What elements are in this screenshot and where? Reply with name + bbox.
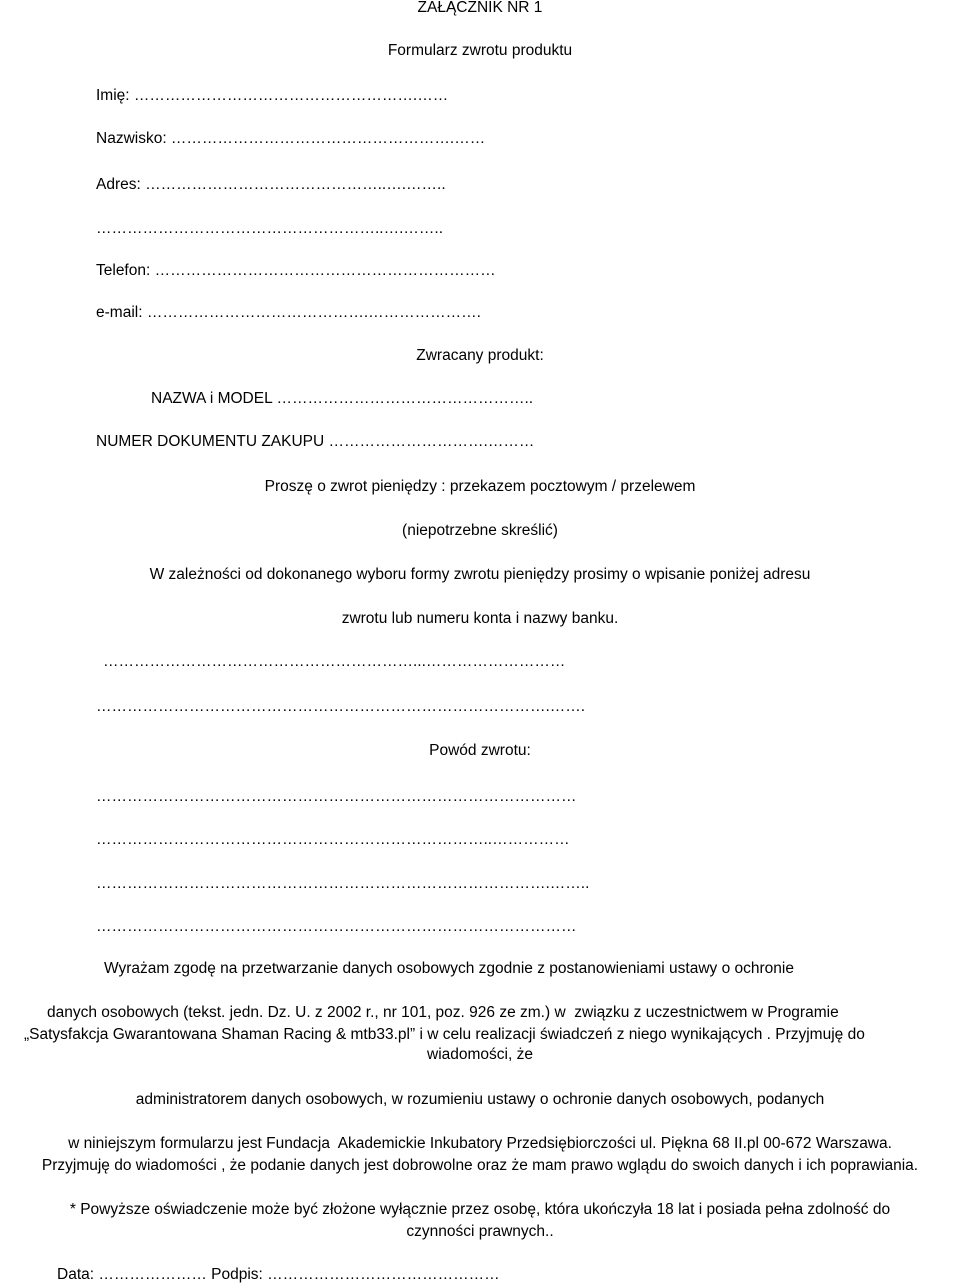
date-signature-line: Data: ………………… Podpis: ………………………………………: [57, 1266, 500, 1283]
phone-field: Telefon: …………………………………………………………: [96, 262, 496, 279]
returned-product-heading: Zwracany produkt:: [416, 347, 544, 364]
product-name-model-field: NAZWA i MODEL …………………………………………..: [151, 390, 534, 407]
foundation-address-line: w niniejszym formularzu jest Fundacja Akademickie Inkubatory Przedsiębiorczości ul. Piękna 68 II.pl 00-672 Warszawa.: [68, 1135, 892, 1152]
form-subtitle: Formularz zwrotu produktu: [387, 42, 573, 59]
refund-instruction-line-2: zwrotu lub numeru konta i nazwy banku.: [341, 610, 619, 627]
last-name-field: Nazwisko: ……………………………………………….……: [96, 130, 486, 147]
address-field: Adres: ………………………………………..….……..: [96, 176, 446, 193]
refund-details-line-2: …………………………………………………………………………….…….: [96, 698, 586, 715]
return-reason-line-1: …………………………………………………………………………………: [96, 788, 577, 805]
strike-unneeded-note: (niepotrzebne skreślić): [402, 522, 558, 539]
consent-line-3: „Satysfakcja Gwarantowana Shaman Racing & mtb33.pl” i w celu realizacji świadczeń z niego wynikających . Przyjmuję do: [24, 1026, 865, 1043]
footnote-line-2: czynności prawnych..: [406, 1223, 554, 1240]
return-reason-line-2: …………………………………………………………………..……………: [96, 831, 570, 848]
refund-method-line: Proszę o zwrot pieniędzy : przekazem pocztowym / przelewem: [264, 478, 696, 495]
address-continuation-line: ………………………………………………..….……..: [96, 220, 444, 237]
voluntary-data-line: Przyjmuję do wiadomości , że podanie danych jest dobrowolne oraz że mam prawo wglądu do swoich danych i ich poprawiania.: [41, 1157, 919, 1174]
return-reason-line-4: …………………………………………………………………………………: [96, 918, 577, 935]
return-reason-heading: Powód zwrotu:: [429, 742, 531, 759]
refund-details-line-1: ……………………………………………………...………………………: [103, 653, 566, 670]
consent-line-1: Wyrażam zgodę na przetwarzanie danych osobowych zgodnie z postanowieniami ustawy o ochronie: [104, 960, 794, 977]
email-field: e-mail: …………………………………….………………….: [96, 304, 481, 321]
consent-line-2: danych osobowych (tekst. jedn. Dz. U. z 2002 r., nr 101, poz. 926 ze zm.) w związku z uczestnictwem w Programie: [47, 1004, 839, 1021]
purchase-document-number-field: NUMER DOKUMENTU ZAKUPU ………………………….………: [96, 433, 535, 450]
refund-instruction-line-1: W zależności od dokonanego wyboru formy zwrotu pieniędzy prosimy o wpisanie poniżej adresu: [149, 566, 811, 583]
consent-line-4: wiadomości, że: [427, 1046, 533, 1063]
document-title: ZAŁĄCZNIK NR 1: [417, 0, 543, 16]
footnote-line-1: * Powyższe oświadczenie może być złożone wyłącznie przez osobę, która ukończyła 18 lat i posiada pełna zdolność do: [69, 1201, 891, 1218]
return-reason-line-3: …………………………………………………………………………….……..: [96, 875, 590, 892]
first-name-field: Imię: ……………………………………………….……: [96, 87, 449, 104]
data-administrator-line: administratorem danych osobowych, w rozumieniu ustawy o ochronie danych osobowych, podanych: [135, 1091, 825, 1108]
